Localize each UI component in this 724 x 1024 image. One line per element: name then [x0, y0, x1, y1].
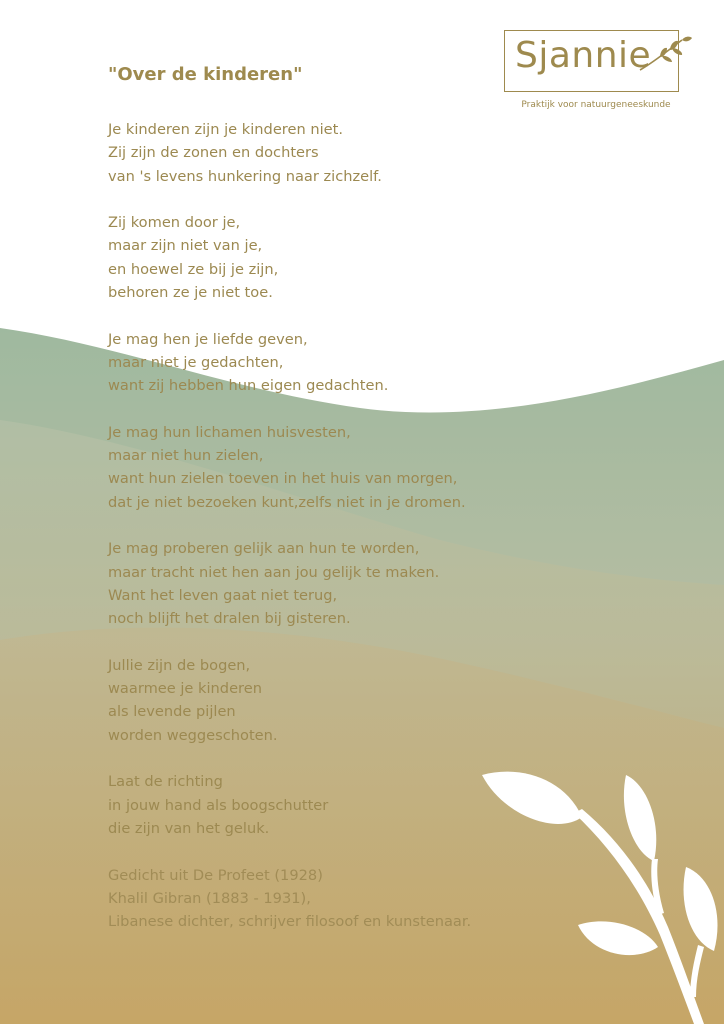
- poem-line: maar niet je gedachten,: [108, 353, 284, 371]
- poem-line: in jouw hand als boogschutter: [108, 796, 329, 814]
- credit-line: Libanese dichter, schrijver filosoof en kunstenaar.: [108, 913, 472, 931]
- leaf-branch-icon: [630, 34, 710, 78]
- stanza: [108, 421, 471, 514]
- brand-tagline: Praktijk voor natuurgeneeskunde: [521, 100, 671, 110]
- poem-line: waarmee je kinderen: [108, 680, 262, 698]
- poem-line: dat je niet bezoeken kunt,zelfs niet in je dromen.: [108, 493, 466, 511]
- stanza: [108, 328, 471, 398]
- poem-line: Je mag hen je liefde geven,: [108, 330, 308, 348]
- stanza: [108, 654, 471, 747]
- poem-line: Zij zijn de zonen en dochters: [108, 144, 319, 162]
- poem-line: Je kinderen zijn je kinderen niet.: [108, 121, 343, 138]
- poem-line: van 's levens hunkering naar zichzelf.: [108, 167, 382, 185]
- poem-line: als levende pijlen: [108, 703, 236, 721]
- poem-line: Want het leven gaat niet terug,: [108, 586, 338, 604]
- logo-wordmark: Sjannie: [515, 35, 652, 76]
- poem-line: behoren ze je niet toe.: [108, 284, 273, 302]
- poem-line: Je mag proberen gelijk aan hun te worden,: [108, 540, 420, 558]
- stanza: [108, 118, 471, 188]
- poem-line: maar zijn niet van je,: [108, 237, 263, 255]
- poem-line: maar niet hun zielen,: [108, 447, 264, 465]
- poem-line: Jullie zijn de bogen,: [108, 656, 251, 674]
- stanza: [108, 211, 471, 304]
- poem-title: "Over de kinderen": [108, 64, 303, 85]
- poem-line: Laat de richting: [108, 773, 223, 791]
- stanza: [108, 770, 471, 840]
- credit-line: Gedicht uit De Profeet (1928): [108, 866, 323, 884]
- plant-silhouette-icon: [478, 765, 724, 1024]
- poem-credits: [108, 864, 471, 934]
- poem-line: want hun zielen toeven in het huis van morgen,: [108, 470, 458, 488]
- poem-line: die zijn van het geluk.: [108, 819, 270, 837]
- stanza: [108, 537, 471, 630]
- poem-line: en hoewel ze bij je zijn,: [108, 260, 279, 278]
- poem-line: Zij komen door je,: [108, 214, 241, 232]
- poem-body: [108, 118, 471, 933]
- poem-line: want zij hebben hun eigen gedachten.: [108, 377, 389, 395]
- poem-line: noch blijft het dralen bij gisteren.: [108, 610, 351, 628]
- credit-line: Khalil Gibran (1883 - 1931),: [108, 889, 311, 907]
- poem-line: Je mag hun lichamen huisvesten,: [108, 423, 351, 441]
- poem-line: maar tracht niet hen aan jou gelijk te maken.: [108, 563, 440, 581]
- poem-line: worden weggeschoten.: [108, 726, 278, 744]
